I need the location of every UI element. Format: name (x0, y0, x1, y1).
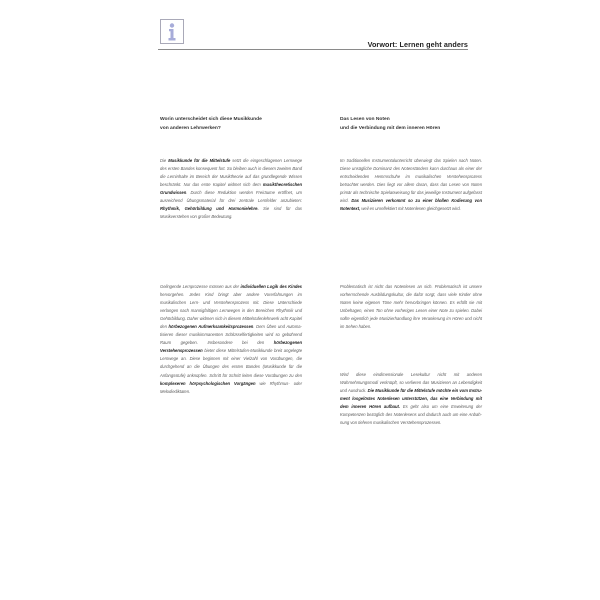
left-paragraph-1: Die Musikkunde für die Mittelstufe setzt die eingeschlagenen Lernwege des ersten Bandes konsequent fort. So bleiben auch in diesem zweiten Band die Lerninhalte im Bereich der Musiktheorie auf das grundlegende Wissen beschränkt. Nur das erste Kapitel widmet sich dem musiktheoretischen Grundwissen. Durch diese Reduktion werden Freiräume eröffnet, um ausreichend Übungsmaterial für drei zentrale Lernfelder anzubieten: Rhythmik, Gehörbildung und Harmonielehre. Sie sind für das Musikverstehen von großer Bedeutung. (160, 158, 302, 220)
emphasis: Musikkunde für die Mittelstufe (168, 158, 231, 163)
right-heading-line2: und die Verbindung mit dem inneren Hören (340, 125, 441, 131)
emphasis: Die Musikkunde für die Mittelstufe möchte ein vom Instrument losgelöstes Notenlesen unterstützen, das eine Verbindung mit dem inneren Hören aufbaut. (340, 388, 482, 410)
right-paragraph-1: Im traditionellen Instrumentalunterricht überwiegt das Spielen nach Noten. Diese unsägliche Dominanz des Notenständers kann durchaus als einer der entscheidenden Hemmschuhe im musikalischen Verstehensprozess betrachtet werden. Dies liegt vor allem daran, dass das Lesen von Noten primär als technische Spielanweisung für das jeweilige Instrument aufgefasst wird. Das Musizieren verkommt so zu einer bloßen Kodierung von Notentext, weil es unreflektiert mit Notenlesen gleichgesetzt wird. (340, 158, 482, 212)
emphasis: Das Musizieren verkommt so zu einer bloßen Kodierung von Notentext, (340, 198, 482, 212)
emphasis: individuellen Logik des Kindes (240, 284, 302, 289)
emphasis: Rhythmik, Gehörbildung und Harmonielehre. (160, 206, 259, 212)
right-paragraph-2: Problematisch ist nicht das Notenlesen an sich. Problematisch ist unsere vorherrschende Ausbildungskultur, die dafür sorgt, dass viele Kinder ohne Noten keine eigenen Töne mehr hervorbringen können. Es erfüllt sie mit Unbehagen, einen Ton ohne vorheriges Lesen einer Note zu spielen. Dabei sollte eigentlich jede Musizierhandlung ihre Verankerung im Hören und nicht im Sehen haben. (340, 284, 482, 330)
right-paragraph-3: Wird diese eindimensionale Lesekultur nicht mit anderen Wahrnehmungsmodi verknüpft, so verlieren das Musizieren an Lebendigkeit und Ausdruck. Die Musikkunde für die Mittelstufe möchte ein vom Instrument losgelöstes Notenlesen unterstützen, das eine Verbindung mit dem inneren Hören aufbaut. Es geht also um eine Erweiterung der Kompetenzen bezüglich des Notenlesens und dadurch auch um eine Anbahnung von tieferen musikalischen Verstehensprozessen. (340, 372, 482, 426)
left-heading-line1: Worin unterscheidet sich diese Musikkunde (160, 117, 262, 122)
emphasis: komplexeren hörpsychologischen Vorgängen (160, 380, 256, 386)
left-heading (160, 116, 302, 133)
info-icon (160, 19, 184, 44)
header-rule (158, 49, 468, 50)
left-paragraph-2: Gelingende Lernprozesse müssen aus der individuellen Logik des Kindes hervorgehen. Jedes Kind bringt aber andere Vorerfahrungen im musikalischen Lern- und Verstehensprozess mit. Diese Unterschiede verlangen nach mannigfaltigen Lernwegen in den Bereichen Rhythmik und Gehörbildung. Daher widmen sich in diesem Mittelstufenlehrwerk acht Kapitel den hörbezogenen Aufmerksamkeitsprozessen. Dem Üben und Automatisieren dieser musikimmanenten Schlüsselfertigkeiten wird so gebührend Raum gegeben. Insbesondere bei den hörbezogenen Verstehensprozessen bietet diese Mittelstufen-Musikkunde breit angelegte Lernwege an. Diese beginnen mit einer Vielzahl von Vorübungen, die durchgehend an die Übungen des ersten Bandes (Musikkunde für die Anfangsstufe) anknüpfen. Schritt für Schritt leiten diese Vorübungen zu den komplexeren hörpsychologischen Vorgängen wie Rhythmus- oder Melodiediktaten. (160, 284, 303, 394)
emphasis: hörbezogenen Aufmerksamkeitsprozessen (168, 324, 254, 330)
emphasis: musiktheoretischen Grundwissen (160, 182, 302, 196)
right-heading (340, 116, 482, 133)
emphasis: hörbezogenen Verstehensprozessen (160, 340, 302, 354)
right-heading-line1: Das Lesen von Noten (340, 117, 390, 122)
left-heading-line2: von anderen Lehrwerken? (160, 125, 221, 131)
running-head: Vorwort: Lernen geht anders (367, 40, 468, 49)
